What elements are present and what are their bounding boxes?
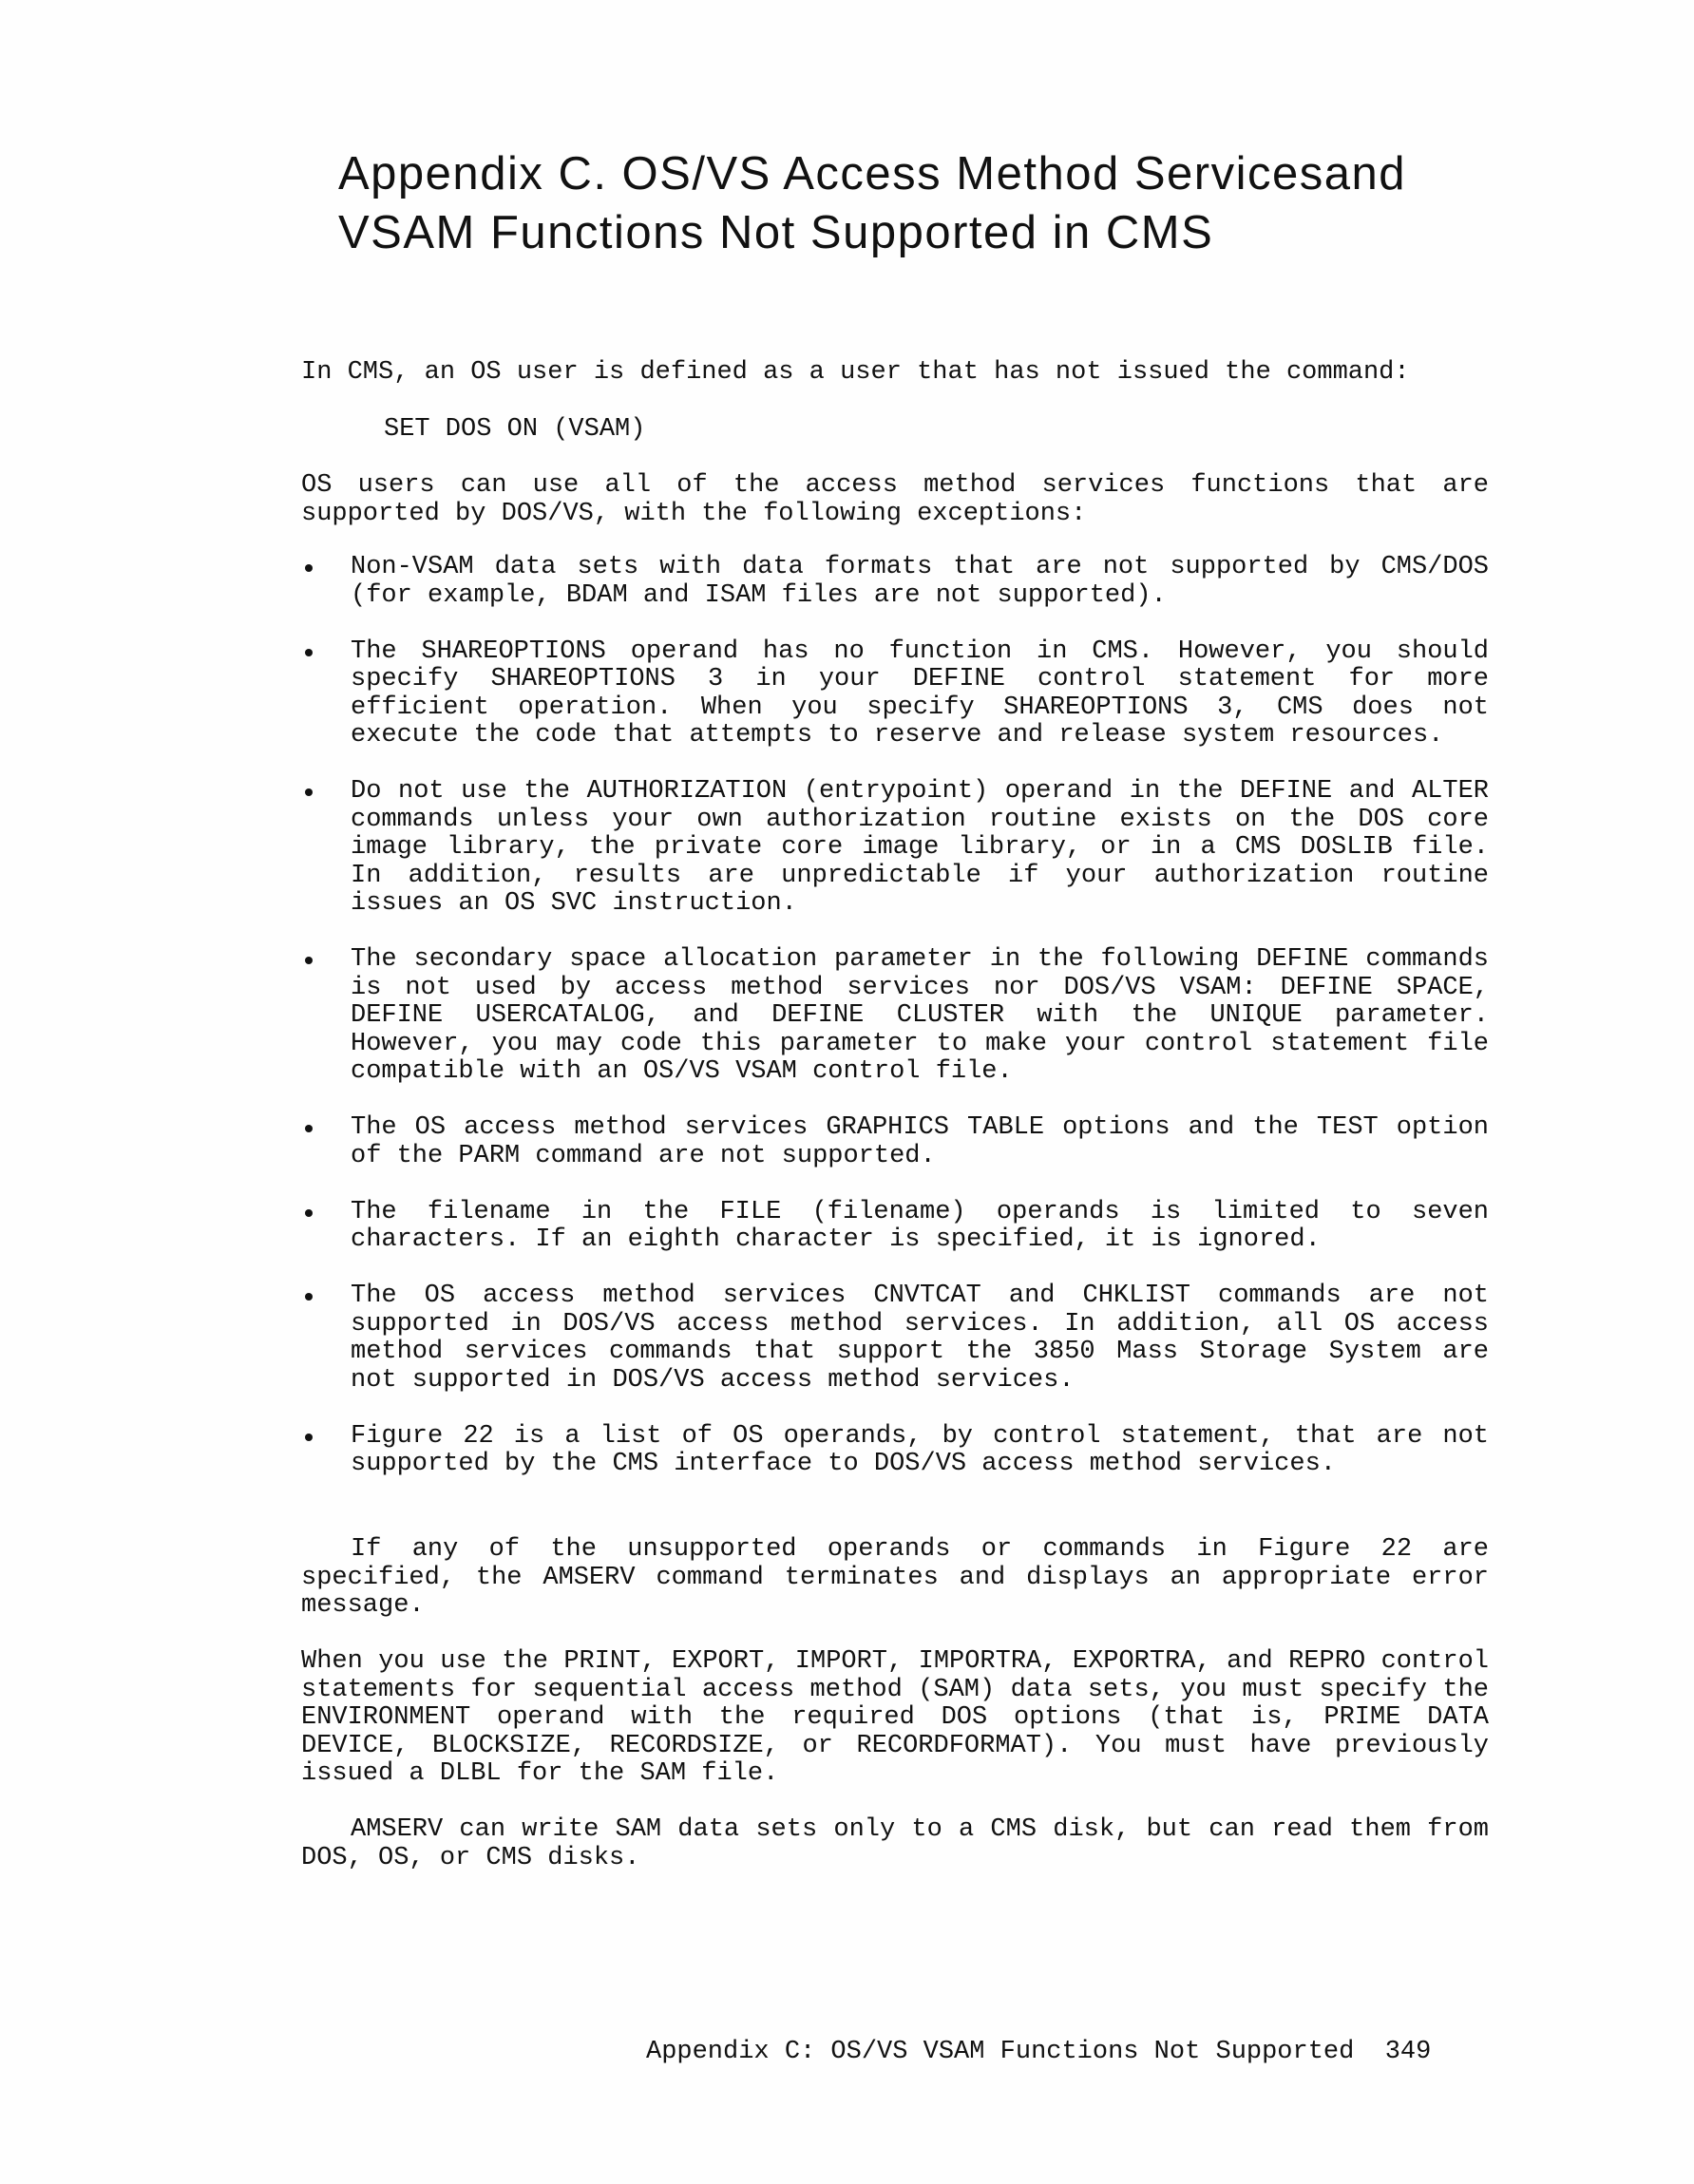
list-item-text: Non-VSAM data sets with data formats that are not supported by CMS/DOS (for example, BDAM and ISAM files are not supported).	[351, 553, 1489, 610]
list-item	[301, 1423, 1489, 1479]
title-line-2: VSAM Functions Not Supported in CMS	[338, 207, 1214, 258]
command-example: SET DOS ON (VSAM)	[384, 415, 646, 444]
bullet-icon	[305, 957, 313, 964]
list-item-text: The secondary space allocation parameter in the following DEFINE commands is not used by access method services nor DOS/VS VSAM: DEFINE SPACE, DEFINE USERCATALOG, and DEFINE CLUSTER with the UNIQUE parameter. However, you may code this parameter to make your control statement file compatible with an OS/VS VSAM control file.	[351, 945, 1489, 1086]
bullet-icon	[305, 1293, 313, 1301]
exceptions-list	[301, 554, 1489, 1507]
list-item-text: The OS access method services CNVTCAT and CHKLIST commands are not supported in DOS/VS access method services. In addition, all OS access method services commands that support the 3850 Mass Storage System are not supported in DOS/VS access method services.	[351, 1282, 1489, 1395]
list-item-text: The SHAREOPTIONS operand has no function in CMS. However, you should specify SHAREOPTIONS 3 in your DEFINE control statement for more efficient operation. When you specify SHAREOPTIONS 3, CMS does not execute the code that attempts to reserve and release system resources.	[351, 636, 1489, 750]
bullet-icon	[305, 649, 313, 656]
bullet-icon	[305, 788, 313, 796]
body-paragraph-amserv: AMSERV can write SAM data sets only to a CMS disk, but can read them from DOS, OS, or CMS disks.	[301, 1815, 1489, 1872]
list-item	[301, 778, 1489, 919]
bullet-icon	[305, 1209, 313, 1217]
list-item	[301, 554, 1489, 610]
list-item	[301, 638, 1489, 750]
page-footer	[646, 2039, 1431, 2067]
bullet-icon	[305, 1125, 313, 1132]
lead-paragraph: OS users can use all of the access method services functions that are supported by DOS/VS, with the following exceptions:	[301, 471, 1489, 528]
list-item	[301, 946, 1489, 1087]
appendix-title	[338, 144, 1545, 262]
list-item	[301, 1199, 1489, 1255]
list-item	[301, 1114, 1489, 1170]
page-number: 349	[1384, 2038, 1432, 2066]
body-paragraph-sam-options: When you use the PRINT, EXPORT, IMPORT, IMPORTRA, EXPORTRA, and REPRO control statements for sequential access method (SAM) data sets, you must specify the ENVIRONMENT operand with the required DOS options (that is, PRIME DATA DEVICE, BLOCKSIZE, RECORDSIZE, or RECORDFORMAT). You must have previously issued a DLBL for the SAM file.	[301, 1647, 1489, 1788]
list-item-text: Do not use the AUTHORIZATION (entrypoint) operand in the DEFINE and ALTER commands unless your own authorization routine exists on the DOS core image library, the private core image library, or in a CMS DOSLIB file. In addition, results are unpredictable if your authorization routine issues an OS SVC instruction.	[351, 777, 1489, 918]
bullet-icon	[305, 564, 313, 572]
list-item-text: Figure 22 is a list of OS operands, by control statement, that are not supported by the CMS interface to DOS/VS access method services.	[351, 1421, 1489, 1478]
list-item-text: The OS access method services GRAPHICS TABLE options and the TEST option of the PARM command are not supported.	[351, 1113, 1489, 1170]
list-item-text: The filename in the FILE (filename) operands is limited to seven characters. If an eighth character is specified, it is ignored.	[351, 1197, 1489, 1254]
bullet-icon	[305, 1434, 313, 1441]
title-line-1: Appendix C. OS/VS Access Method Servicesand	[338, 148, 1406, 199]
footer-text: Appendix C: OS/VS VSAM Functions Not Supported	[646, 2038, 1355, 2066]
body-paragraph-unsupported: If any of the unsupported operands or commands in Figure 22 are specified, the AMSERV command terminates and displays an appropriate error message.	[301, 1535, 1489, 1620]
list-item	[301, 1282, 1489, 1395]
intro-paragraph: In CMS, an OS user is defined as a user that has not issued the command:	[301, 358, 1410, 387]
